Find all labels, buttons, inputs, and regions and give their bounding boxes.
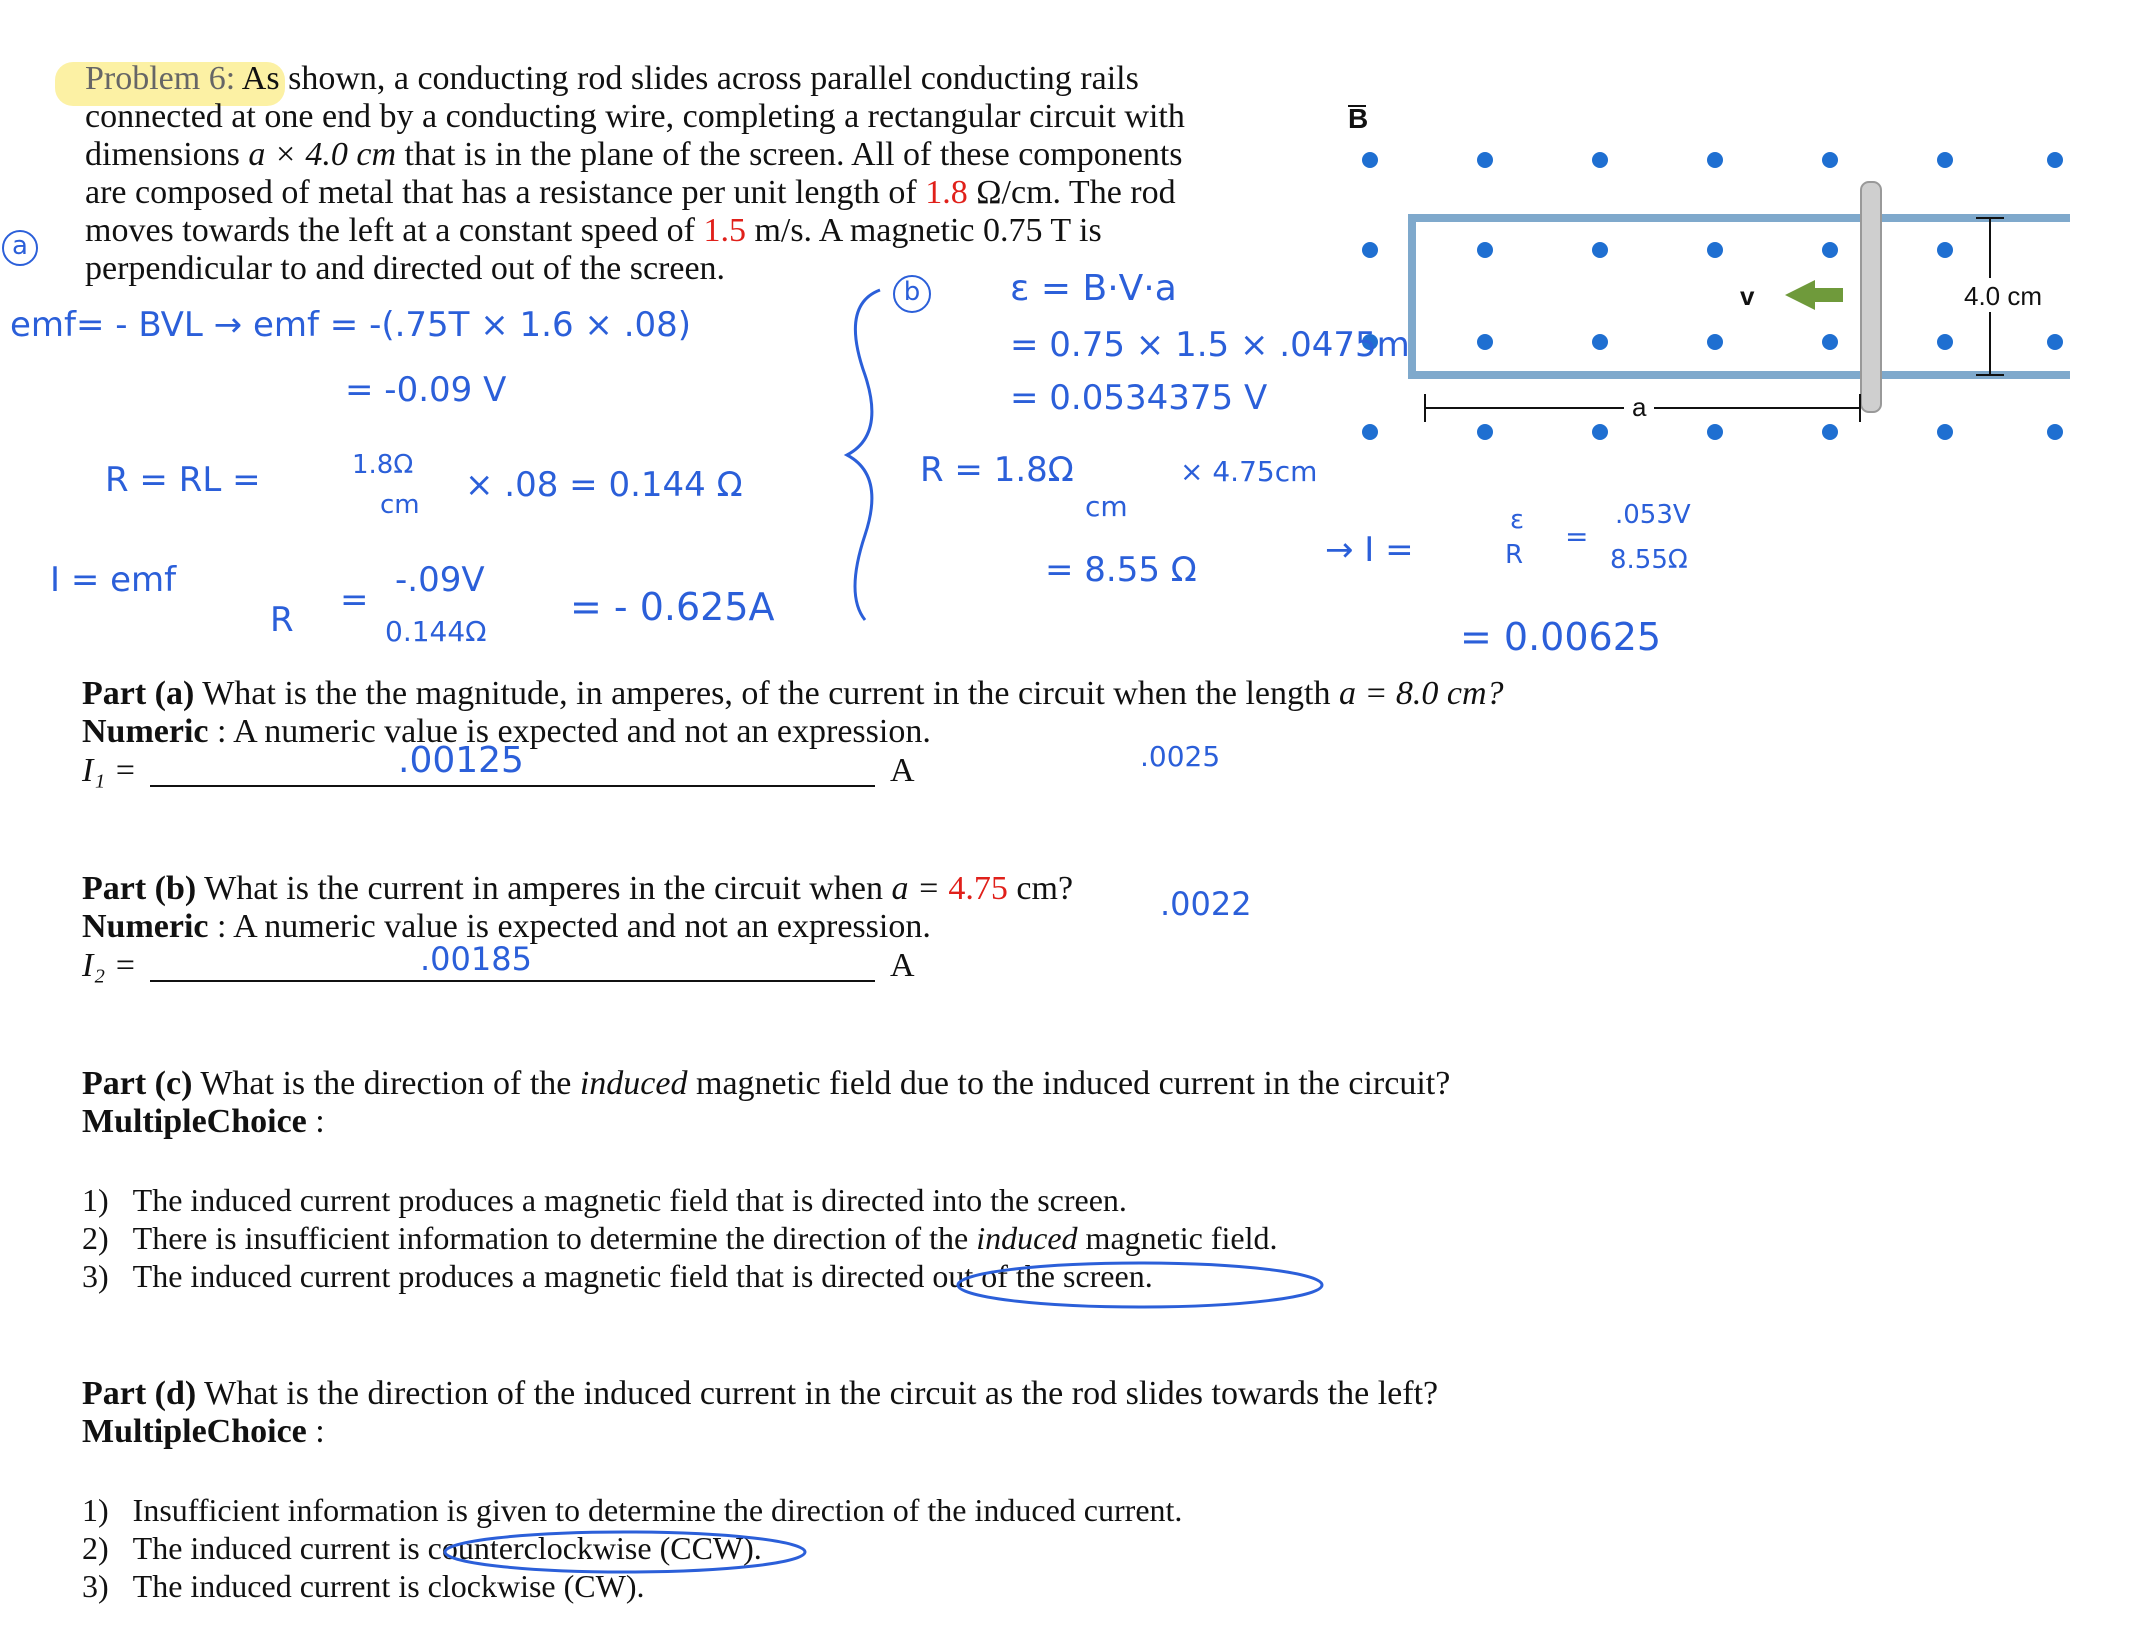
option-num: 2) [82, 1220, 109, 1256]
part-a-length: a = 8.0 cm? [1338, 675, 1504, 712]
part-d-type-text: : [315, 1413, 325, 1450]
field-dot [1822, 152, 1838, 168]
hand-i-result: = - 0.625A [570, 585, 775, 629]
hand-r-rest: × 4.75cm [1180, 455, 1318, 488]
hand-emf-right: ε = B·V·a [1010, 268, 1177, 309]
hand-r-frac-den: cm [380, 490, 420, 520]
option-num: 1) [82, 1182, 109, 1218]
sliding-rod [1861, 182, 1881, 412]
part-d-question: What is the direction of the induced current in the circuit as the rod slides towards the left? [204, 1375, 1439, 1412]
hand-i-frac2-den: 8.55Ω [1610, 545, 1688, 575]
part-b-unit: A [890, 947, 915, 984]
field-dot [1477, 334, 1493, 350]
hand-answer-b-side: .0022 [1160, 885, 1252, 923]
field-dot [1707, 152, 1723, 168]
problem-line: moves towards the left at a constant speed of [85, 212, 695, 249]
option-text: The induced current produces a magnetic field that is directed into the screen. [132, 1182, 1127, 1218]
field-dot [2047, 152, 2063, 168]
problem-line: are composed of metal that has a resistance per unit length of [85, 174, 917, 211]
part-c-emphasis: induced [579, 1065, 688, 1102]
problem-line: The rod [1068, 174, 1176, 211]
field-dot [1822, 242, 1838, 258]
hand-emf3: = 0.0534375 V [1010, 378, 1268, 418]
hand-answer-b: .00185 [420, 940, 532, 978]
part-b-var: I₂ = [82, 947, 137, 984]
part-c-question-end: magnetic field due to the induced current in the circuit? [696, 1065, 1451, 1102]
answer-circle-d [435, 1525, 815, 1580]
option-text: The induced current produces a magnetic field that is directed out of the screen. [132, 1258, 1153, 1294]
hand-i-right: → I = [1325, 530, 1414, 570]
part-a-question: What is the the magnitude, in amperes, of the current in the circuit when the length [202, 675, 1331, 712]
field-dot [1592, 334, 1608, 350]
hand-i-frac2-num: .053V [1615, 500, 1691, 530]
resistance-value: 1.8 [925, 174, 968, 211]
hand-i-eq: = [1565, 520, 1589, 553]
field-dot [1707, 424, 1723, 440]
part-c-label: Part (c) [82, 1065, 193, 1102]
speed-value: 1.5 [703, 212, 746, 249]
field-dot [2047, 334, 2063, 350]
part-b [82, 870, 1073, 946]
part-b-circle: b [893, 275, 931, 313]
option-num: 1) [82, 1492, 109, 1528]
option-num: 2) [82, 1530, 109, 1566]
velocity-arrow [1785, 280, 1843, 310]
field-dots [1362, 152, 2063, 440]
field-dot [1937, 242, 1953, 258]
part-a-circle: a [2, 230, 38, 266]
speed-unit: m/s. [754, 212, 813, 249]
resistance-unit: Ω/cm. [976, 174, 1062, 211]
hand-r-left: R = RL = [105, 460, 261, 500]
hand-i-left-den: R [270, 600, 294, 640]
part-a-type-text: : A numeric value is expected and not an expression. [217, 713, 931, 750]
part-a [82, 675, 1504, 751]
part-b-answer-line[interactable] [150, 980, 875, 982]
problem-line: that is in the plane of the screen. All of these components [404, 136, 1183, 173]
part-a-unit: A [890, 752, 915, 789]
hand-i-frac-den: R [1505, 540, 1524, 570]
part-b-label: Part (b) [82, 870, 197, 907]
field-dot [1937, 334, 1953, 350]
part-b-a-sym: a = [891, 870, 940, 907]
hand-i-eq: = [340, 580, 369, 620]
field-dot [1707, 242, 1723, 258]
option-text-end: magnetic field. [1085, 1220, 1278, 1256]
part-c-type-text: : [315, 1103, 325, 1140]
problem-line: As shown, a conducting rod slides across parallel conducting rails [241, 60, 1139, 97]
hand-r-frac-num: 1.8Ω [352, 450, 414, 480]
option-num: 3) [82, 1258, 109, 1294]
field-dot [1362, 152, 1378, 168]
part-c-option-1[interactable] [82, 1182, 1127, 1219]
width-label: 4.0 cm [1964, 281, 2043, 311]
hand-answer-a-side: .0025 [1140, 740, 1221, 773]
field-dot [1362, 242, 1378, 258]
part-c [82, 1065, 1450, 1141]
field-label: B [1348, 103, 1369, 134]
part-c-option-2[interactable] [82, 1220, 1277, 1257]
hand-i-frac-num: ε [1510, 505, 1525, 535]
part-a-var: I₁ = [82, 752, 137, 789]
field-dot [1477, 152, 1493, 168]
part-b-a-unit: cm? [1016, 870, 1074, 907]
option-text: The induced current is clockwise (CW). [132, 1568, 645, 1604]
hand-i-result: = 0.00625 [1460, 615, 1662, 659]
part-b-type-text: : A numeric value is expected and not an expression. [217, 908, 931, 945]
problem-line: A magnetic 0.75 T is [818, 212, 1102, 249]
field-dot [1477, 424, 1493, 440]
hand-r-den: cm [1085, 490, 1128, 523]
field-dot [1937, 152, 1953, 168]
part-a-label: Part (a) [82, 675, 195, 712]
length-label: a [1632, 392, 1647, 422]
problem-line: perpendicular to and directed out of the screen. [85, 250, 726, 287]
option-emphasis: induced [976, 1220, 1078, 1256]
part-d-option-1[interactable] [82, 1492, 1182, 1529]
field-dot [1477, 242, 1493, 258]
hand-emf-left: emf= - BVL → emf = -(.75T × 1.6 × .08) [10, 305, 692, 345]
part-b-question: What is the current in amperes in the circuit when [204, 870, 883, 907]
part-d-type: MultipleChoice [82, 1413, 307, 1450]
hand-i-left: I = emf [50, 560, 177, 600]
part-a-answer-line[interactable] [150, 785, 875, 787]
field-dot [1707, 334, 1723, 350]
problem-line: dimensions [85, 136, 240, 173]
field-dot [1937, 424, 1953, 440]
field-dot [2047, 424, 2063, 440]
circuit-figure [1340, 100, 2130, 460]
field-dot [1822, 424, 1838, 440]
hand-i-frac-num: -.09V [395, 560, 485, 600]
part-d [82, 1375, 1438, 1451]
dimension-expr: a × 4.0 cm [248, 136, 396, 173]
field-dot [1592, 424, 1608, 440]
hand-r-rest: × .08 = 0.144 Ω [465, 465, 743, 505]
hand-r-num: R = 1.8Ω [920, 450, 1074, 490]
problem-label: Problem 6: [85, 60, 236, 97]
hand-answer-a: .00125 [398, 740, 524, 781]
part-c-question: What is the direction of the [200, 1065, 572, 1102]
part-a-type: Numeric [82, 713, 209, 750]
part-b-type: Numeric [82, 908, 209, 945]
hand-r-result: = 8.55 Ω [1045, 550, 1197, 590]
answer-circle-c [950, 1255, 1330, 1315]
option-num: 3) [82, 1568, 109, 1604]
option-text: The induced current is counterclockwise (CCW). [132, 1530, 762, 1566]
part-d-label: Part (d) [82, 1375, 197, 1412]
brace-mark [835, 285, 895, 625]
hand-emf-result: = -0.09 V [345, 370, 507, 410]
option-text: Insufficient information is given to determine the direction of the induced current. [132, 1492, 1183, 1528]
problem-line: connected at one end by a conducting wire, completing a rectangular circuit with [85, 98, 1185, 135]
part-b-a-value: 4.75 [948, 870, 1008, 907]
option-text: There is insufficient information to determine the direction of the [132, 1220, 969, 1256]
part-c-type: MultipleChoice [82, 1103, 307, 1140]
velocity-label: v [1740, 281, 1755, 311]
field-dot [1362, 424, 1378, 440]
hand-emf2: = 0.75 × 1.5 × .0475m [1010, 325, 1410, 365]
problem-statement [85, 60, 1245, 288]
hand-i-frac-den: 0.144Ω [385, 615, 487, 648]
field-dot [1592, 152, 1608, 168]
field-dot [1592, 242, 1608, 258]
field-dot [1822, 334, 1838, 350]
